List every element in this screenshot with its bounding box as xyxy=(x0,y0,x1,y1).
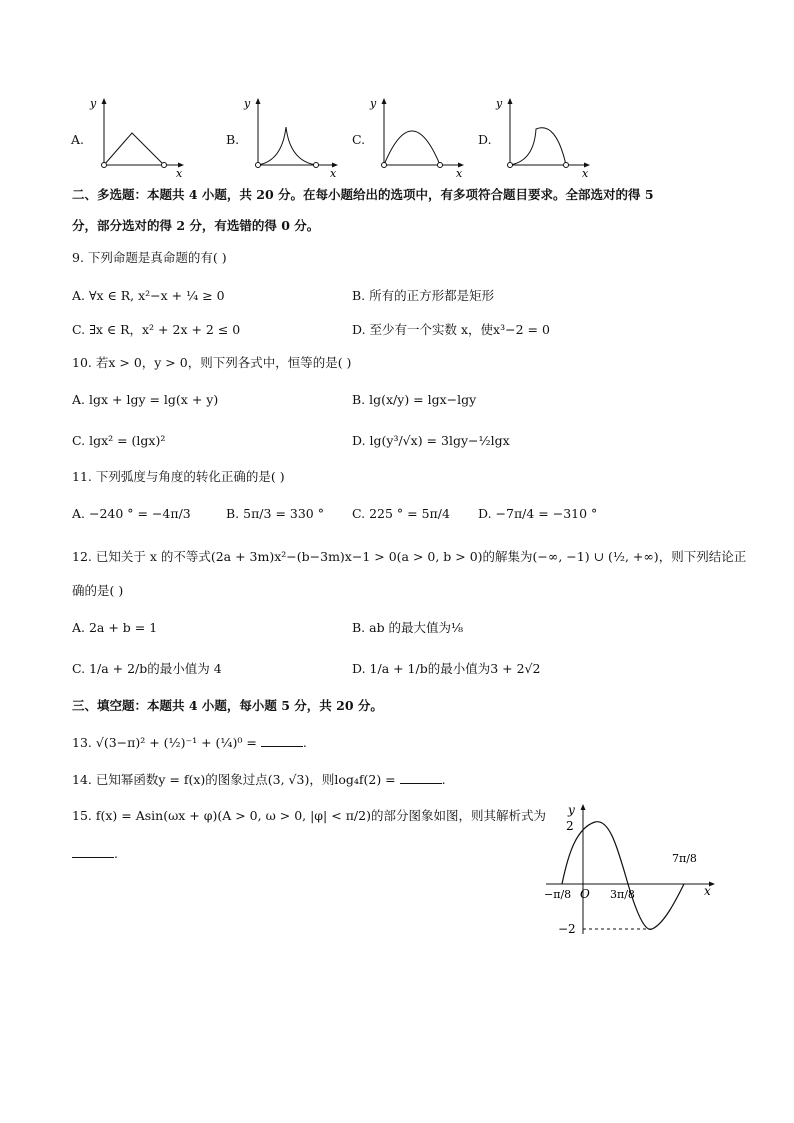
q12-option-a: A. 2a + b = 1 xyxy=(72,620,158,635)
q11-option-a: A. −240 ° = −4π/3 xyxy=(72,506,191,521)
sine-x-axis: x xyxy=(704,884,711,898)
graph-d-y-axis: y xyxy=(496,97,503,110)
graph-d-x-axis: x xyxy=(582,167,589,177)
q12-option-d: D. 1/a + 1/b的最小值为3 + 2√2 xyxy=(352,661,541,676)
sine-graph xyxy=(538,800,728,940)
graph-c xyxy=(368,95,468,177)
q14-answer-blank[interactable] xyxy=(400,783,442,784)
q10-option-c: C. lgx² = (lgx)² xyxy=(72,433,166,448)
graph-b-label: B. xyxy=(226,132,240,147)
q12-stem-line2: 确的是( ) xyxy=(72,583,124,598)
sine-x-right-label: 7π/8 xyxy=(672,852,697,865)
section2-heading-line1: 二、多选题：本题共 4 小题，共 20 分。在每小题给出的选项中，有多项符合题目要求。全部选对的得 5 xyxy=(72,187,654,202)
q9-option-a: A. ∀x ∈ R, x²−x + ¼ ≥ 0 xyxy=(72,288,225,303)
q13-text xyxy=(72,735,307,751)
q9-option-c: C. ∃x ∈ R，x² + 2x + 2 ≤ 0 xyxy=(72,322,241,337)
q11-option-d: D. −7π/4 = −310 ° xyxy=(478,506,598,521)
sine-y-min-label: −2 xyxy=(558,922,576,936)
graph-a-label: A. xyxy=(71,132,85,147)
sine-origin-label: O xyxy=(580,887,590,901)
q12-option-b: B. ab 的最大值为⅛ xyxy=(352,620,464,635)
q14-expression: 14. 已知幂函数y = f(x)的图象过点(3, √3)，则log₄f(2) = xyxy=(72,772,396,787)
graph-b xyxy=(242,95,342,177)
sine-x-mid-label: 3π/8 xyxy=(610,888,635,901)
sine-y-axis: y xyxy=(568,803,575,817)
q15-answer-blank[interactable] xyxy=(72,857,114,858)
q11-option-b: B. 5π/3 = 330 ° xyxy=(226,506,324,521)
q13-period: . xyxy=(302,735,307,750)
q9-option-d: D. 至少有一个实数 x，使x³−2 = 0 xyxy=(352,322,550,337)
q10-option-a: A. lgx + lgy = lg(x + y) xyxy=(72,392,219,407)
graph-b-x-axis: x xyxy=(330,167,337,177)
graph-d xyxy=(494,95,594,177)
q15-blank-line xyxy=(72,846,118,862)
q11-stem: 11. 下列弧度与角度的转化正确的是( ) xyxy=(72,469,285,484)
q13-answer-blank[interactable] xyxy=(261,746,303,747)
section2-heading-line2: 分，部分选对的得 2 分，有选错的得 0 分。 xyxy=(72,218,320,233)
sine-y-max-label: 2 xyxy=(566,819,574,833)
q12-option-c: C. 1/a + 2/b的最小值为 4 xyxy=(72,661,222,676)
graph-a-y-axis: y xyxy=(90,97,97,110)
graph-a-x-axis: x xyxy=(176,167,183,177)
q9-stem: 9. 下列命题是真命题的有( ) xyxy=(72,250,227,265)
q10-option-b: B. lg(x/y) = lgx−lgy xyxy=(352,392,477,407)
q12-stem-line1: 12. 已知关于 x 的不等式(2a + 3m)x²−(b−3m)x−1 > 0(a > 0, b > 0)的解集为(−∞, −1) ∪ (½, +∞)，则下列结论正 xyxy=(72,549,747,564)
q15-period: . xyxy=(114,846,118,861)
graph-c-x-axis: x xyxy=(456,167,463,177)
q15-stem: 15. f(x) = Asin(ωx + φ)(A > 0, ω > 0, |φ| < π/2)的部分图象如图，则其解析式为 xyxy=(72,808,546,823)
q14-text xyxy=(72,772,446,788)
q11-option-c: C. 225 ° = 5π/4 xyxy=(352,506,450,521)
graph-b-y-axis: y xyxy=(244,97,251,110)
q14-period: . xyxy=(441,772,446,787)
graph-c-label: C. xyxy=(352,132,366,147)
sine-curve xyxy=(562,822,684,930)
graph-c-y-axis: y xyxy=(370,97,377,110)
graph-a xyxy=(88,95,188,177)
graph-d-label: D. xyxy=(478,132,492,147)
q9-option-b: B. 所有的正方形都是矩形 xyxy=(352,288,495,303)
section3-heading: 三、填空题：本题共 4 小题，每小题 5 分，共 20 分。 xyxy=(72,698,383,713)
q10-stem: 10. 若x > 0，y > 0，则下列各式中，恒等的是( ) xyxy=(72,355,352,370)
q10-option-d: D. lg(y³/√x) = 3lgy−½lgx xyxy=(352,433,510,448)
sine-x-left-label: −π/8 xyxy=(544,888,572,901)
q13-expression: 13. √(3−π)² + (½)⁻¹ + (¼)⁰ = xyxy=(72,735,257,750)
